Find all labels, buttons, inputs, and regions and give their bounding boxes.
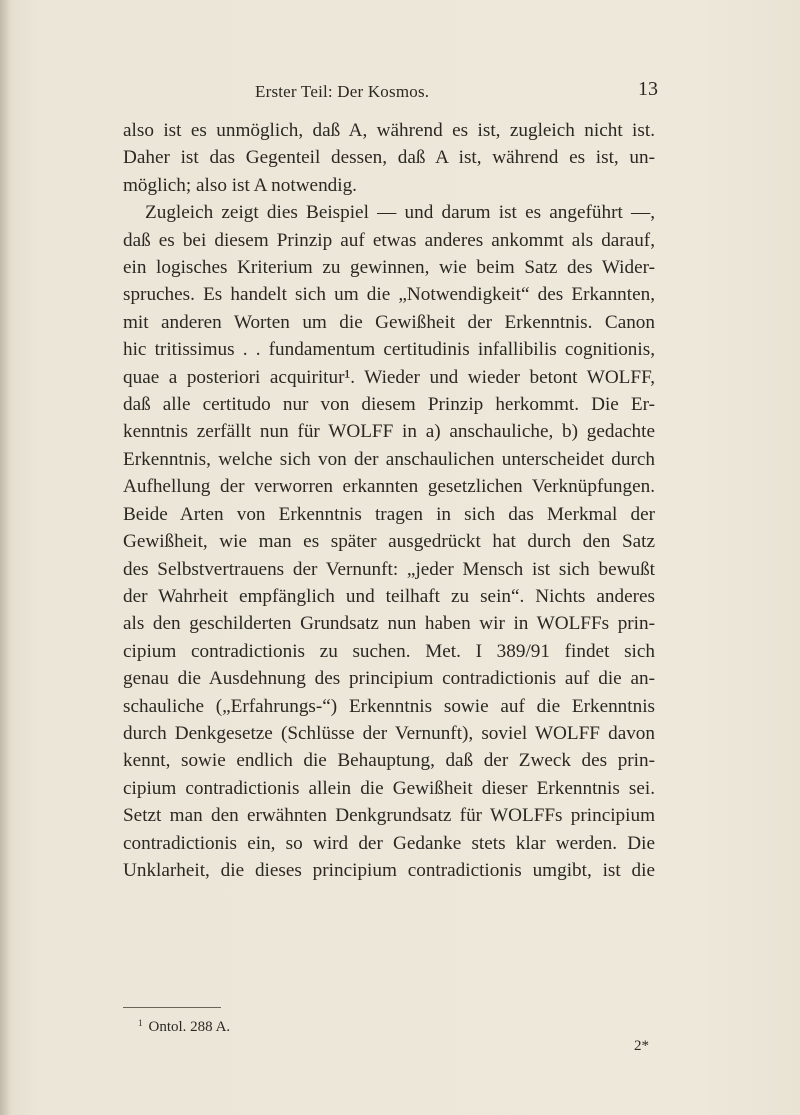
text-line: ein logisches Kriterium zu gewinnen, wie beim Satz des Wider- bbox=[123, 257, 655, 279]
text-line: mit anderen Worten um die Gewißheit der Erkenntnis. Canon bbox=[123, 311, 655, 333]
running-head: Erster Teil: Der Kosmos. bbox=[255, 82, 430, 101]
text-line: Aufhellung der verworren erkannten gesetzlichen Verknüpfungen. bbox=[123, 476, 655, 498]
text-line: der Wahrheit empfänglich und teilhaft zu sein“. Nichts anderes bbox=[123, 585, 655, 607]
text-line: Daher ist das Gegenteil dessen, daß A ist, während es ist, un- bbox=[123, 147, 655, 169]
text-line: Zugleich zeigt dies Beispiel — und darum ist es angeführt —, bbox=[145, 202, 655, 224]
text-line: cipium contradictionis allein die Gewißheit dieser Erkenntnis sei. bbox=[123, 777, 655, 799]
footnote-rule bbox=[123, 1007, 221, 1008]
body-text bbox=[123, 117, 655, 884]
text-line: Setzt man den erwähnten Denkgrundsatz für WOLFFs principium bbox=[123, 805, 655, 827]
text-line: daß es bei diesem Prinzip auf etwas anderes ankommt als darauf, bbox=[123, 229, 655, 251]
footnote-marker: 1 bbox=[138, 1018, 143, 1028]
text-line: daß alle certitudo nur von diesem Prinzip herkommt. Die Er- bbox=[123, 394, 655, 416]
signature-mark: 2* bbox=[634, 1038, 649, 1054]
text-line: kenntnis zerfällt nun für WOLFF in a) anschauliche, b) gedachte bbox=[123, 421, 655, 443]
text-line: Beide Arten von Erkenntnis tragen in sich das Merkmal der bbox=[123, 503, 655, 525]
text-line: durch Denkgesetze (Schlüsse der Vernunft), soviel WOLFF davon bbox=[123, 722, 655, 744]
text-line: hic tritissimus . . fundamentum certitudinis infallibilis cognitionis, bbox=[123, 339, 655, 361]
text-line: spruches. Es handelt sich um die „Notwendigkeit“ des Erkannten, bbox=[123, 284, 655, 306]
text-line: genau die Ausdehnung des principium contradictionis auf die an- bbox=[123, 668, 655, 690]
text-line: Unklarheit, die dieses principium contradictionis umgibt, ist die bbox=[123, 859, 655, 881]
text-line: möglich; also ist A notwendig. bbox=[123, 174, 357, 196]
text-line: quae a posteriori acquiritur¹. Wieder und wieder betont WOLFF, bbox=[123, 366, 655, 388]
text-line: kennt, sowie endlich die Behauptung, daß der Zweck des prin- bbox=[123, 750, 655, 772]
page-gutter-shadow bbox=[0, 0, 10, 1115]
text-line: cipium contradictionis zu suchen. Met. I 389/91 findet sich bbox=[123, 640, 655, 662]
page-number: 13 bbox=[638, 78, 658, 100]
text-line: als den geschilderten Grundsatz nun haben wir in WOLFFs prin- bbox=[123, 613, 655, 635]
text-line: schauliche („Erfahrungs-“) Erkenntnis sowie auf die Erkenntnis bbox=[123, 695, 655, 717]
text-line: Gewißheit, wie man es später ausgedrückt hat durch den Satz bbox=[123, 531, 655, 553]
text-line: also ist es unmöglich, daß A, während es ist, zugleich nicht ist. bbox=[123, 120, 655, 141]
footnote bbox=[138, 1018, 230, 1036]
text-line: des Selbstvertrauens der Vernunft: „jeder Mensch ist sich bewußt bbox=[123, 558, 655, 580]
text-line: contradictionis ein, so wird der Gedanke stets klar werden. Die bbox=[123, 832, 655, 854]
text-line: Erkenntnis, welche sich von der anschaulichen unterscheidet durch bbox=[123, 448, 655, 470]
footnote-text: Ontol. 288 A. bbox=[148, 1019, 231, 1035]
